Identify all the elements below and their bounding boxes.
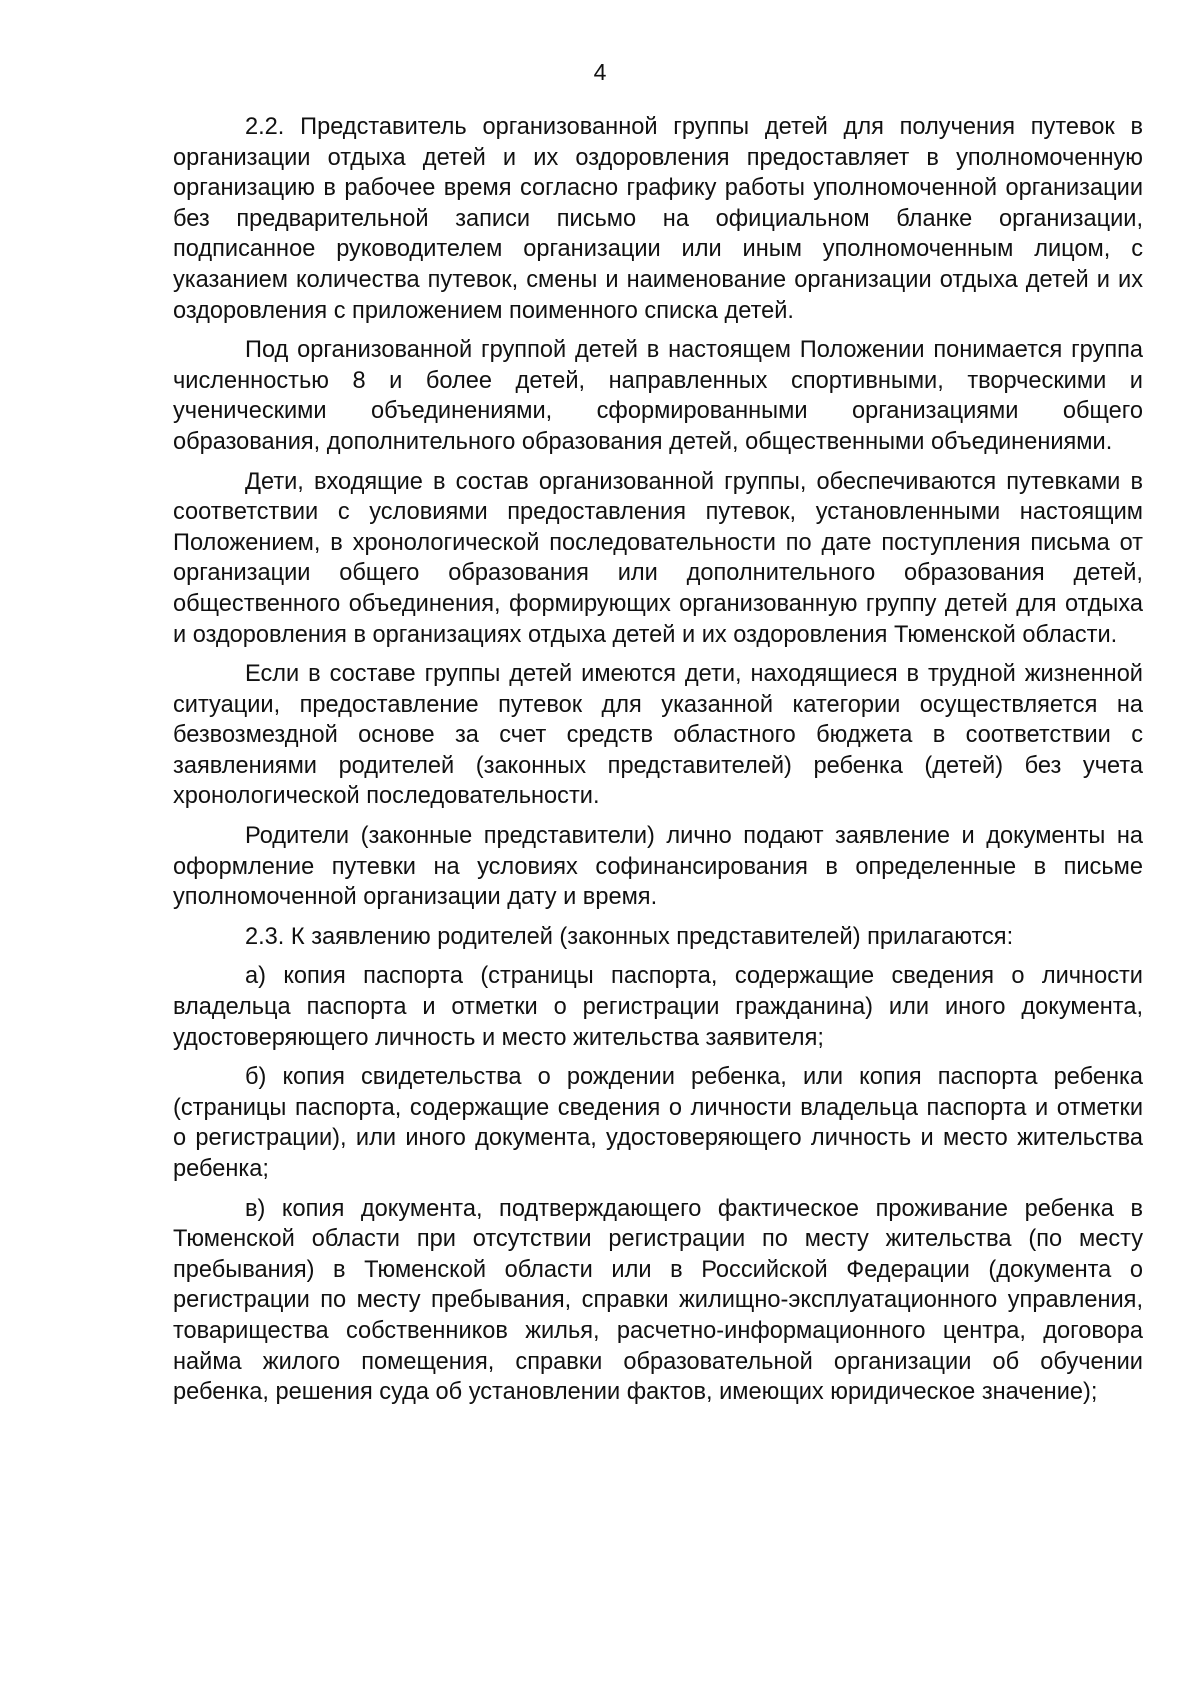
- paragraph-2-2: 2.2. Представитель организованной группы детей для получения путевок в организации отдыха детей и их оздоровления предоставляет в уполномоченную организацию в рабочее время согласно графику работы уполномоченной организации без предварительной записи письмо на официальном бланке организации, подписанное руководителем организации или иным уполномоченным лицом, с указанием количества путевок, смены и наименование организации отдыха детей и их оздоровления с приложением поименного списка детей.: [173, 114, 1143, 324]
- paragraph-organized-group-definition: Под организованной группой детей в настоящем Положении понимается группа численностью 8 и более детей, направленных спортивными, творческими и ученическими объединениями, сформированными организациями общего образования, дополнительного образования детей, общественными объединениями.: [173, 337, 1143, 455]
- page-number: 4: [593, 59, 607, 85]
- list-item-v: в) копия документа, подтверждающего фактическое проживание ребенка в Тюменской области при отсутствии регистрации по месту жительства (по месту пребывания) в Тюменской области или в Российской Федерации (документа о регистрации по месту пребывания, справки жилищно-эксплуатационного управления, товарищества собственников жилья, расчетно-информационного центра, договора найма жилого помещения, справки образовательной организации об обучении ребенка, решения суда об установлении фактов, имеющих юридическое значение);: [173, 1195, 1143, 1406]
- list-item-b: б) копия свидетельства о рождении ребенка, или копия паспорта ребенка (страницы паспорта, содержащие сведения о личности владельца паспорта и отметки о регистрации), или иного документа, удостоверяющего личность и место жительства ребенка;: [173, 1064, 1143, 1182]
- list-item-a: а) копия паспорта (страницы паспорта, содержащие сведения о личности владельца паспорта и отметки о регистрации гражданина) или иного документа, удостоверяющего личность и место жительства заявителя;: [173, 963, 1143, 1051]
- paragraph-2-3: 2.3. К заявлению родителей (законных представителей) прилагаются:: [245, 923, 1014, 950]
- paragraph-parents-application: Родители (законные представители) лично подают заявление и документы на оформление путевки на условиях софинансирования в определенные в письме уполномоченной организации дату и время.: [173, 823, 1143, 911]
- paragraph-difficult-situation: Если в составе группы детей имеются дети, находящиеся в трудной жизненной ситуации, предоставление путевок для указанной категории осуществляется на безвозмездной основе за счет средств областного бюджета в соответствии с заявлениями родителей (законных представителей) ребенка (детей) без учета хронологической последовательности.: [173, 661, 1143, 810]
- paragraph-group-vouchers: Дети, входящие в состав организованной группы, обеспечиваются путевками в соответствии с условиями предоставления путевок, установленными настоящим Положением, в хронологической последовательности по дате поступления письма от организации общего образования или дополнительного образования детей, общественного объединения, формирующих организованную группу детей для отдыха и оздоровления в организациях отдыха детей и их оздоровления Тюменской области.: [173, 468, 1143, 648]
- document-body: [173, 112, 1143, 1417]
